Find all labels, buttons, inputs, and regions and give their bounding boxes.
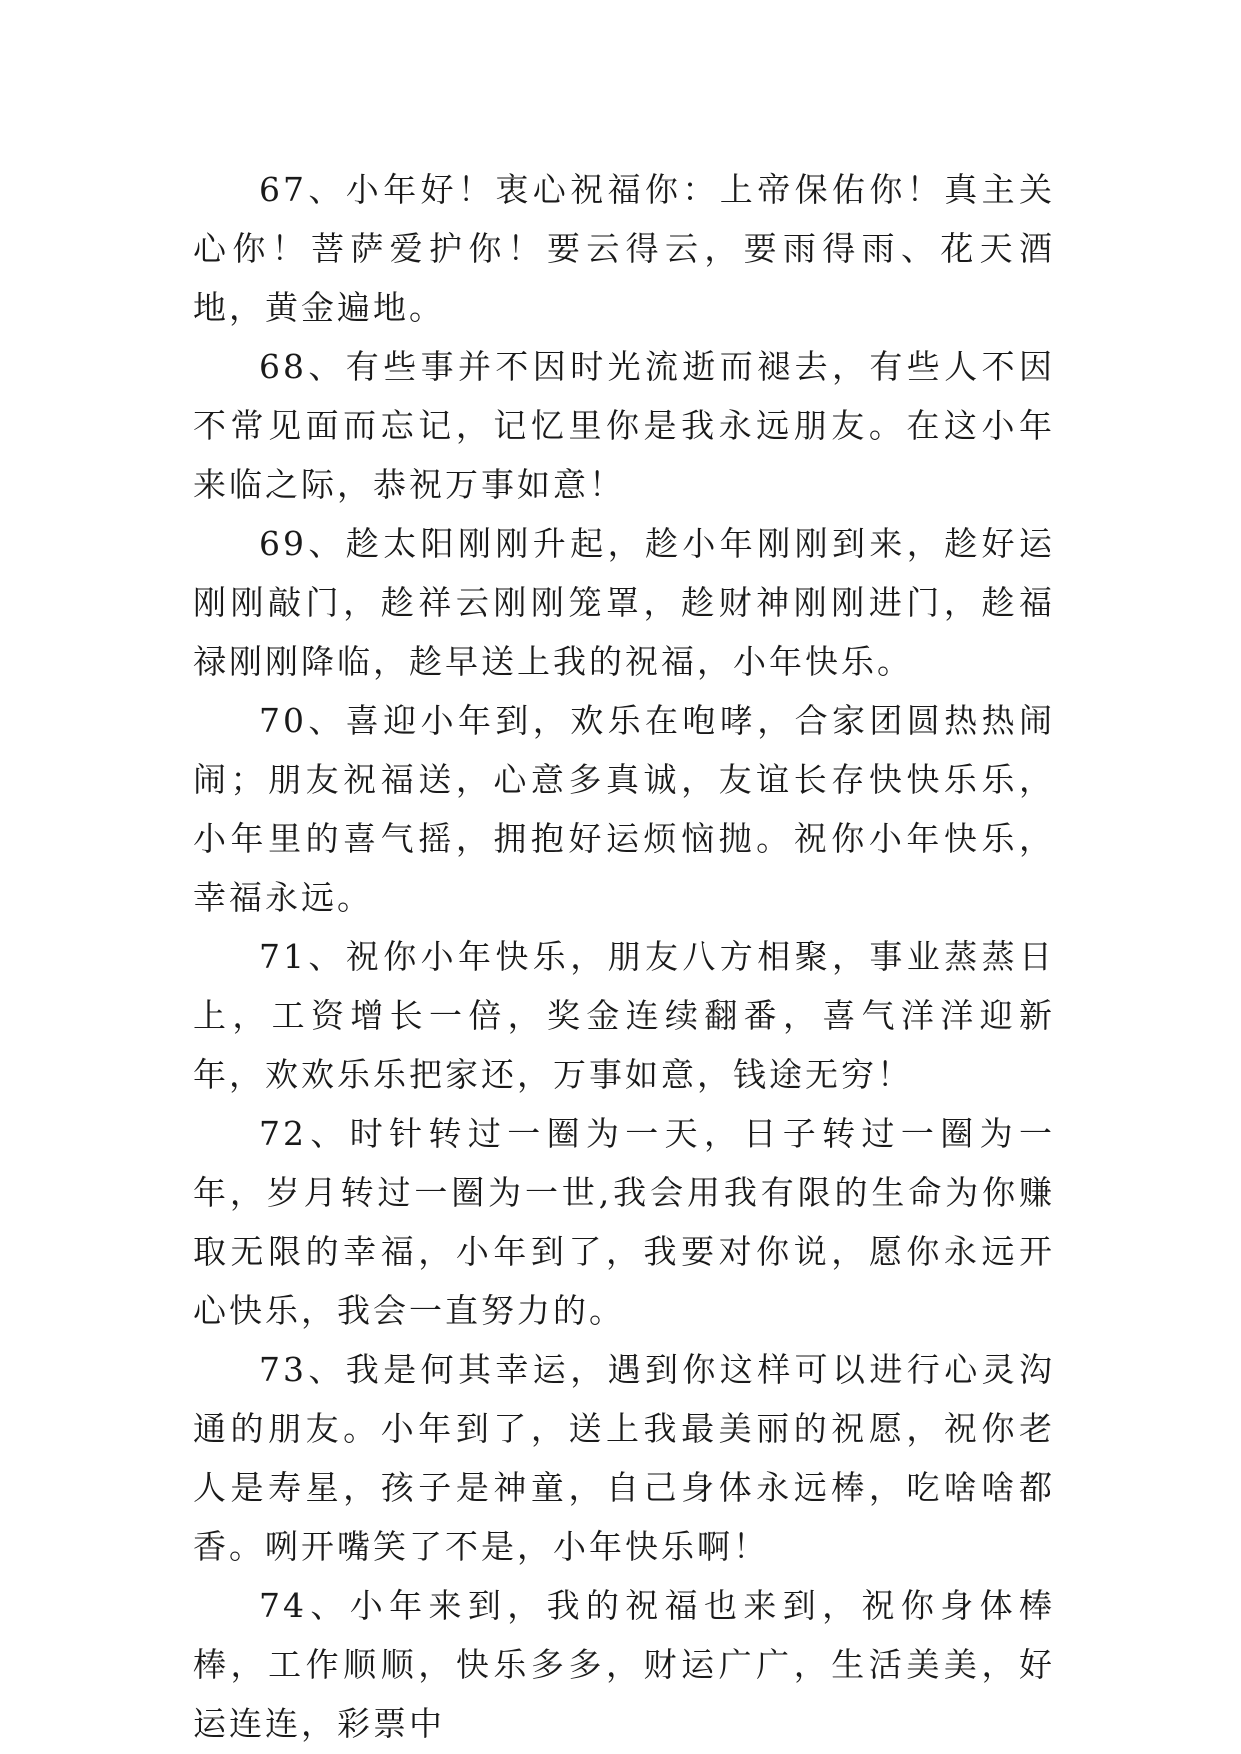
paragraph-69: 69、趁太阳刚刚升起，趁小年刚刚到来，趁好运刚刚敲门，趁祥云刚刚笼罩，趁财神刚刚进门，趁福禄刚刚降临，趁早送上我的祝福，小年快乐。 [193, 524, 1055, 681]
paragraph-71: 71、祝你小年快乐，朋友八方相聚，事业蒸蒸日上，工资增长一倍，奖金连续翻番，喜气洋洋迎新年，欢欢乐乐把家还，万事如意，钱途无穷！ [193, 937, 1055, 1094]
document-body [193, 160, 1055, 1753]
paragraph-72: 72、时针转过一圈为一天，日子转过一圈为一年，岁月转过一圈为一世,我会用我有限的生命为你赚取无限的幸福，小年到了，我要对你说，愿你永远开心快乐，我会一直努力的。 [193, 1114, 1055, 1330]
paragraph-74: 74、小年来到，我的祝福也来到，祝你身体棒棒，工作顺顺，快乐多多，财运广广，生活美美，好运连连，彩票中 [193, 1586, 1055, 1743]
paragraph-73: 73、我是何其幸运，遇到你这样可以进行心灵沟通的朋友。小年到了，送上我最美丽的祝愿，祝你老人是寿星，孩子是神童，自己身体永远棒，吃啥啥都香。咧开嘴笑了不是，小年快乐啊！ [193, 1350, 1055, 1566]
paragraph-67: 67、小年好！衷心祝福你：上帝保佑你！真主关心你！菩萨爱护你！要云得云，要雨得雨、花天酒地，黄金遍地。 [193, 170, 1055, 327]
paragraph-68: 68、有些事并不因时光流逝而褪去，有些人不因不常见面而忘记，记忆里你是我永远朋友。在这小年来临之际，恭祝万事如意！ [193, 347, 1055, 504]
paragraph-70: 70、喜迎小年到，欢乐在咆哮，合家团圆热热闹闹；朋友祝福送，心意多真诚，友谊长存快快乐乐，小年里的喜气摇，拥抱好运烦恼抛。祝你小年快乐，幸福永远。 [193, 701, 1055, 917]
